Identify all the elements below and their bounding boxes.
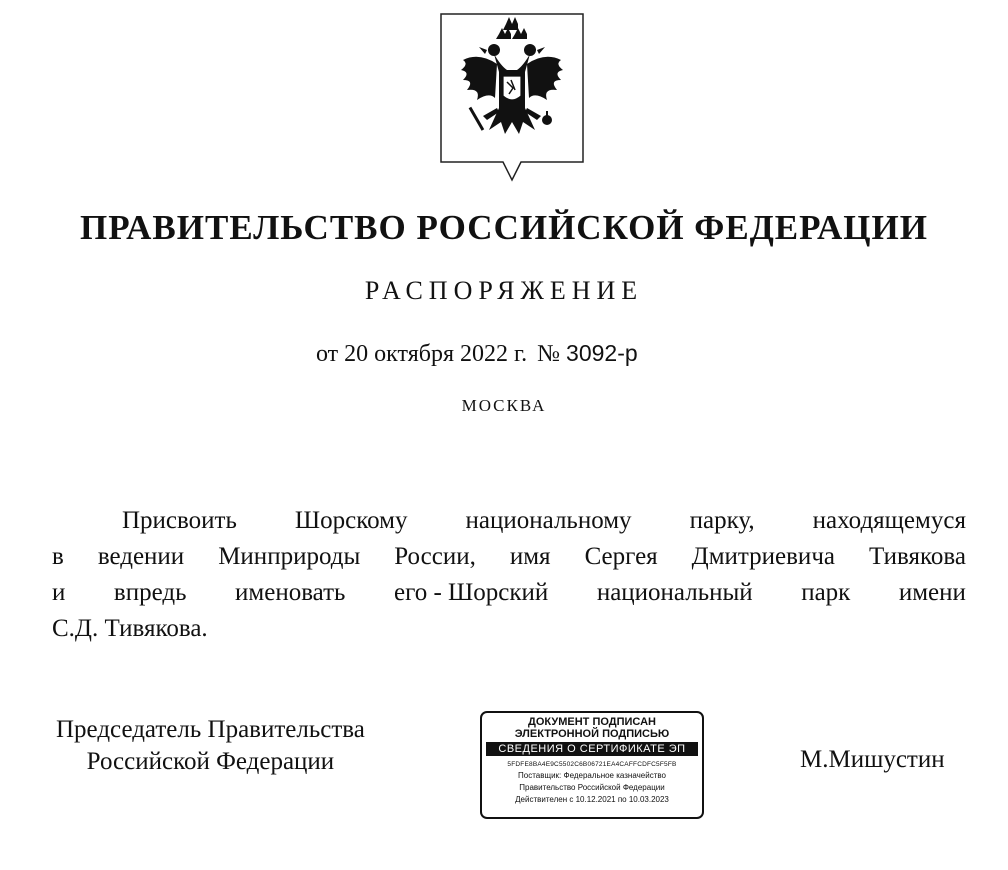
word: и <box>52 579 66 606</box>
coat-of-arms-icon <box>439 12 585 184</box>
esign-owner: Правительство Российской Федерации <box>519 783 665 792</box>
word: национальный <box>596 579 753 606</box>
word: именовать <box>235 579 346 606</box>
document-number: 3092-р <box>566 340 638 366</box>
word: ведении <box>97 543 185 570</box>
word: имя <box>509 543 551 570</box>
signer-position-line-2: Российской Федерации <box>86 748 335 775</box>
word: Сергея <box>584 543 658 570</box>
word: имени <box>898 579 966 606</box>
city: МОСКВА <box>461 396 547 415</box>
word: парк <box>801 579 851 606</box>
signer-name: М.Мишустин <box>800 746 945 773</box>
signer-position-line-1: Председатель Правительства <box>56 716 365 743</box>
body-line-1 <box>122 503 966 539</box>
esign-validity: Действителен с 10.12.2021 по 10.03.2023 <box>515 795 669 804</box>
word: находящемуся <box>812 507 966 534</box>
esign-certificate-bar: СВЕДЕНИЯ О СЕРТИФИКАТЕ ЭП <box>486 742 698 756</box>
number-label: № <box>537 341 561 367</box>
body-line-4: С.Д. Тивякова. <box>52 615 208 642</box>
esign-provider: Поставщик: Федеральное казначейство <box>518 771 666 780</box>
word: России, <box>394 543 476 570</box>
word: национальному <box>465 507 632 534</box>
esign-header-2: ЭЛЕКТРОННОЙ ПОДПИСЬЮ <box>514 728 670 740</box>
word: парку, <box>689 507 755 534</box>
emblem <box>439 12 585 184</box>
body-line-3 <box>52 575 966 611</box>
date-number-line <box>316 340 638 368</box>
word: Шорскому <box>294 507 408 534</box>
government-title: ПРАВИТЕЛЬСТВО РОССИЙСКОЙ ФЕДЕРАЦИИ <box>80 208 928 247</box>
esign-serial: 5FDFE8BA4E9C5502C6B06721EA4CAFFCDFC5F5FB <box>507 761 677 768</box>
esign-header-1: ДОКУМЕНТ ПОДПИСАН <box>528 716 656 728</box>
body-line-2 <box>52 539 966 575</box>
word: впредь <box>113 579 187 606</box>
word: Присвоить <box>122 507 237 534</box>
word: в <box>52 543 64 570</box>
document-date: от 20 октября 2022 г. <box>316 341 528 367</box>
signer-position <box>56 714 365 778</box>
word: его - Шорский <box>394 579 549 606</box>
document-type: РАСПОРЯЖЕНИЕ <box>364 276 644 305</box>
electronic-signature-stamp <box>480 711 704 819</box>
word: Минприроды <box>218 543 361 570</box>
word: Дмитриевича <box>691 543 835 570</box>
word: Тивякова <box>868 543 966 570</box>
